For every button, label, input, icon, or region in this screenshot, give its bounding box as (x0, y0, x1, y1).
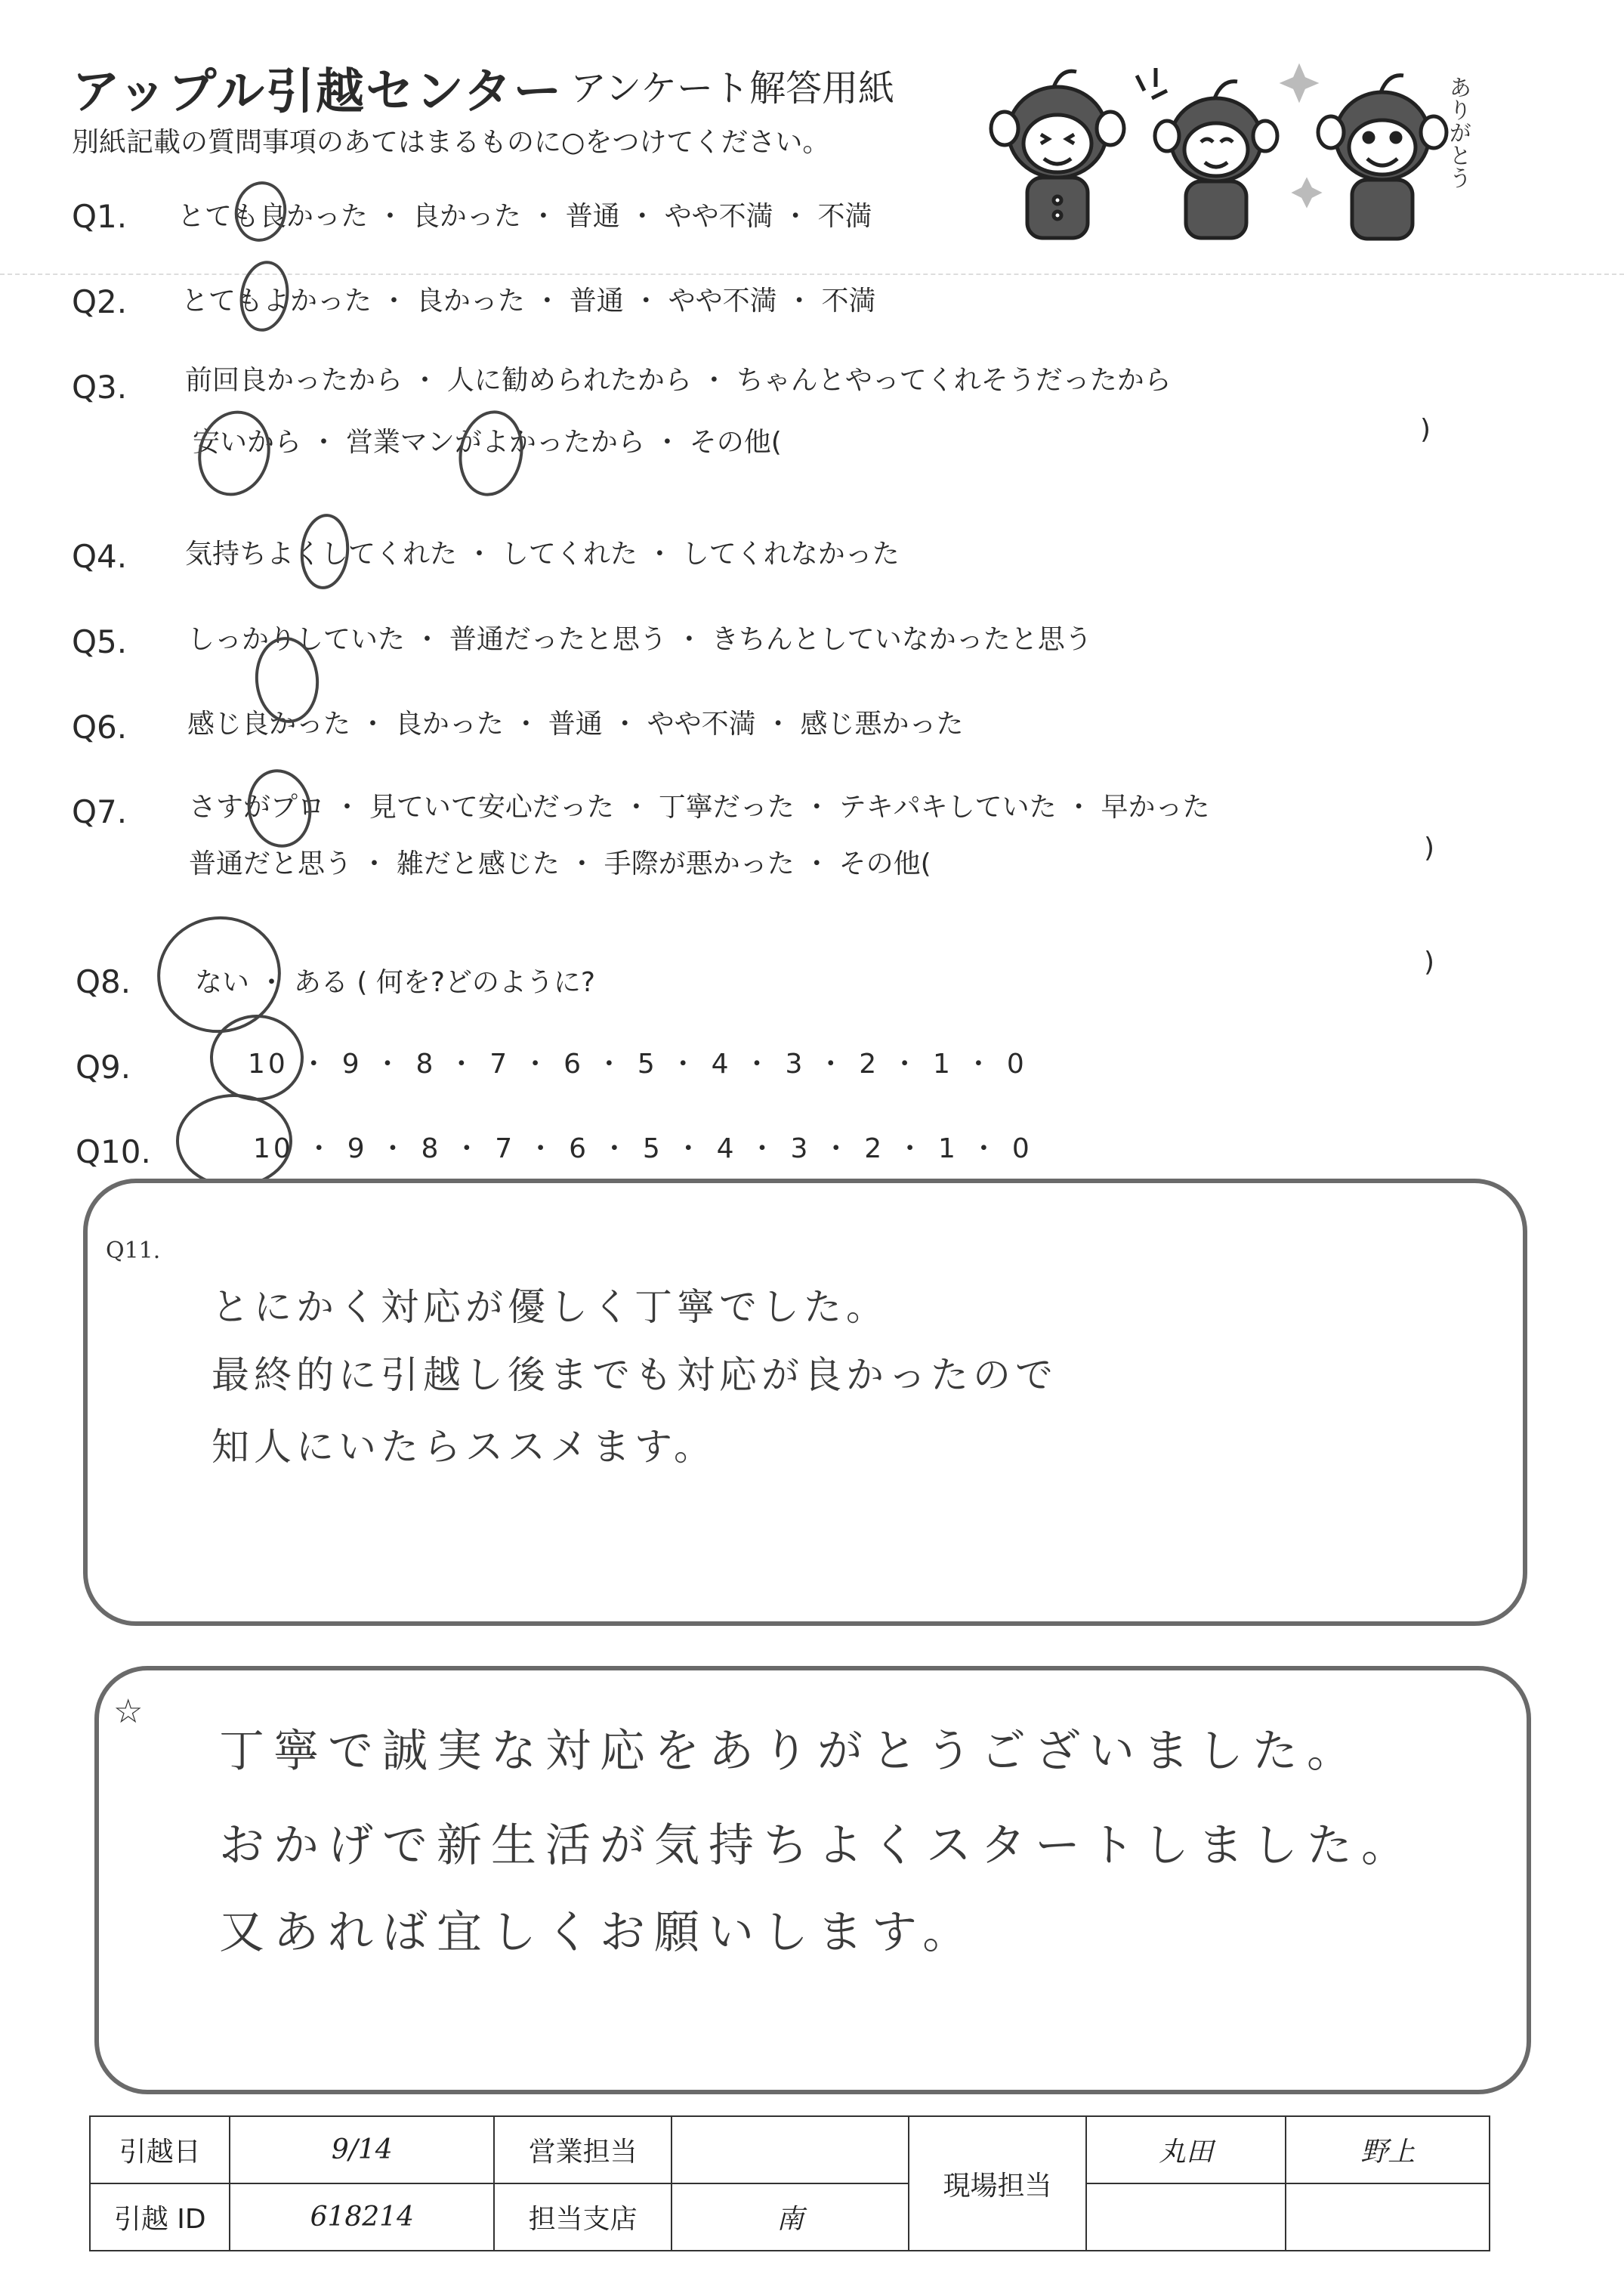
q3-options[interactable]: 前回良かったから ・ 人に勧められたから ・ ちゃんとやってくれそうだったから (185, 365, 1172, 396)
q5-options[interactable]: しっかりしていた ・ 普通だったと思う ・ きちんとしていなかったと思う (187, 624, 1092, 655)
q7-label: Q7. (72, 793, 128, 830)
move-id-label: 引越 ID (90, 2183, 230, 2251)
q11-line-3: 知人にいたらススメます。 (211, 1425, 716, 1469)
q11-label: Q11. (106, 1238, 161, 1264)
q9-label: Q9. (76, 1049, 131, 1086)
instruction-text: 別紙記載の質問事項のあてはまるものに○をつけてください。 (72, 127, 830, 158)
star-icon: ☆ (113, 1692, 144, 1731)
q5-q6-circle-mark (253, 636, 320, 725)
q3-circle-mark-a (190, 404, 277, 502)
q5-label: Q5. (72, 623, 128, 660)
site-staff-empty-1[interactable] (1086, 2183, 1286, 2251)
q1-label: Q1. (72, 198, 128, 235)
q10-scale[interactable]: 10 ・ 9 ・ 8 ・ 7 ・ 6 ・ 5 ・ 4 ・ 3 ・ 2 ・ 1 ・ 0 (253, 1133, 1033, 1164)
q7-circle-mark (243, 766, 316, 851)
q1-options[interactable]: とても良かった ・ 良かった ・ 普通 ・ やや不満 ・ 不満 (178, 201, 872, 232)
q2-label: Q2. (72, 283, 128, 320)
form-title: アップル引越センター (72, 64, 563, 120)
q4-circle-mark (299, 514, 350, 590)
q3-label: Q3. (72, 369, 128, 406)
q11-box[interactable] (83, 1179, 1527, 1626)
q6-label: Q6. (72, 709, 128, 746)
q8-circle-mark (150, 908, 289, 1041)
q8-options[interactable]: ない ・ ある ( 何を?どのように? (195, 967, 596, 998)
q1-circle-mark (232, 179, 289, 244)
q2-circle-mark (237, 259, 292, 332)
move-date-label: 引越日 (90, 2116, 230, 2183)
q9-scale[interactable]: 10 ・ 9 ・ 8 ・ 7 ・ 6 ・ 5 ・ 4 ・ 3 ・ 2 ・ 1 ・ 0 (248, 1049, 1027, 1080)
move-date-value[interactable]: 9/14 (230, 2116, 494, 2183)
q3-circle-mark-b (454, 407, 528, 499)
site-staff-value-2[interactable]: 野上 (1286, 2116, 1490, 2183)
mascot-caption: ありがとう (1444, 76, 1471, 189)
q3-options-line2[interactable]: 安いから ・ 営業マンがよかったから ・ その他( (193, 427, 782, 458)
sales-rep-label: 営業担当 (494, 2116, 672, 2183)
q7-close-paren: ) (1424, 833, 1435, 864)
move-id-value[interactable]: 618214 (230, 2183, 494, 2251)
site-staff-value-1[interactable]: 丸田 (1086, 2116, 1286, 2183)
comment-line-1: 丁寧で誠実な対応をありがとうございました。 (219, 1725, 1361, 1778)
q7-options-line2[interactable]: 普通だと思う ・ 雑だと感じた ・ 手際が悪かった ・ その他( (189, 848, 931, 879)
q3-close-paren: ) (1420, 414, 1431, 445)
q4-label: Q4. (72, 538, 128, 575)
sales-rep-value[interactable] (672, 2116, 909, 2183)
q8-label: Q8. (76, 963, 131, 1000)
comment-line-3: 又あれば宜しくお願いします。 (219, 1906, 977, 1959)
q11-line-2: 最終的に引越し後までも対応が良かったので (211, 1353, 1057, 1397)
q2-options[interactable]: とてもよかった ・ 良かった ・ 普通 ・ やや不満 ・ 不満 (181, 286, 876, 317)
q7-options[interactable]: さすがプロ ・ 見ていて安心だった ・ 丁寧だった ・ テキパキしていた ・ 早かった (189, 792, 1210, 823)
q9-circle-mark (211, 1016, 302, 1099)
q8-close-paren: ) (1424, 947, 1435, 978)
q4-options[interactable]: 気持ちよくしてくれた ・ してくれた ・ してくれなかった (185, 539, 900, 570)
form-subtitle: アンケート解答用紙 (570, 67, 895, 110)
q10-label: Q10. (76, 1133, 151, 1170)
branch-value[interactable]: 南 (672, 2183, 909, 2251)
footer-table (89, 2115, 1490, 2251)
q10-circle-mark (178, 1096, 291, 1186)
q11-line-1: とにかく対応が優しく丁寧でした。 (211, 1285, 888, 1329)
site-staff-label: 現場担当 (909, 2116, 1086, 2251)
site-staff-empty-2[interactable] (1286, 2183, 1490, 2251)
comment-line-2: おかげで新生活が気持ちよくスタートしました。 (219, 1819, 1416, 1872)
q6-options[interactable]: 感じ良かった ・ 良かった ・ 普通 ・ やや不満 ・ 感じ悪かった (187, 709, 964, 740)
branch-label: 担当支店 (494, 2183, 672, 2251)
